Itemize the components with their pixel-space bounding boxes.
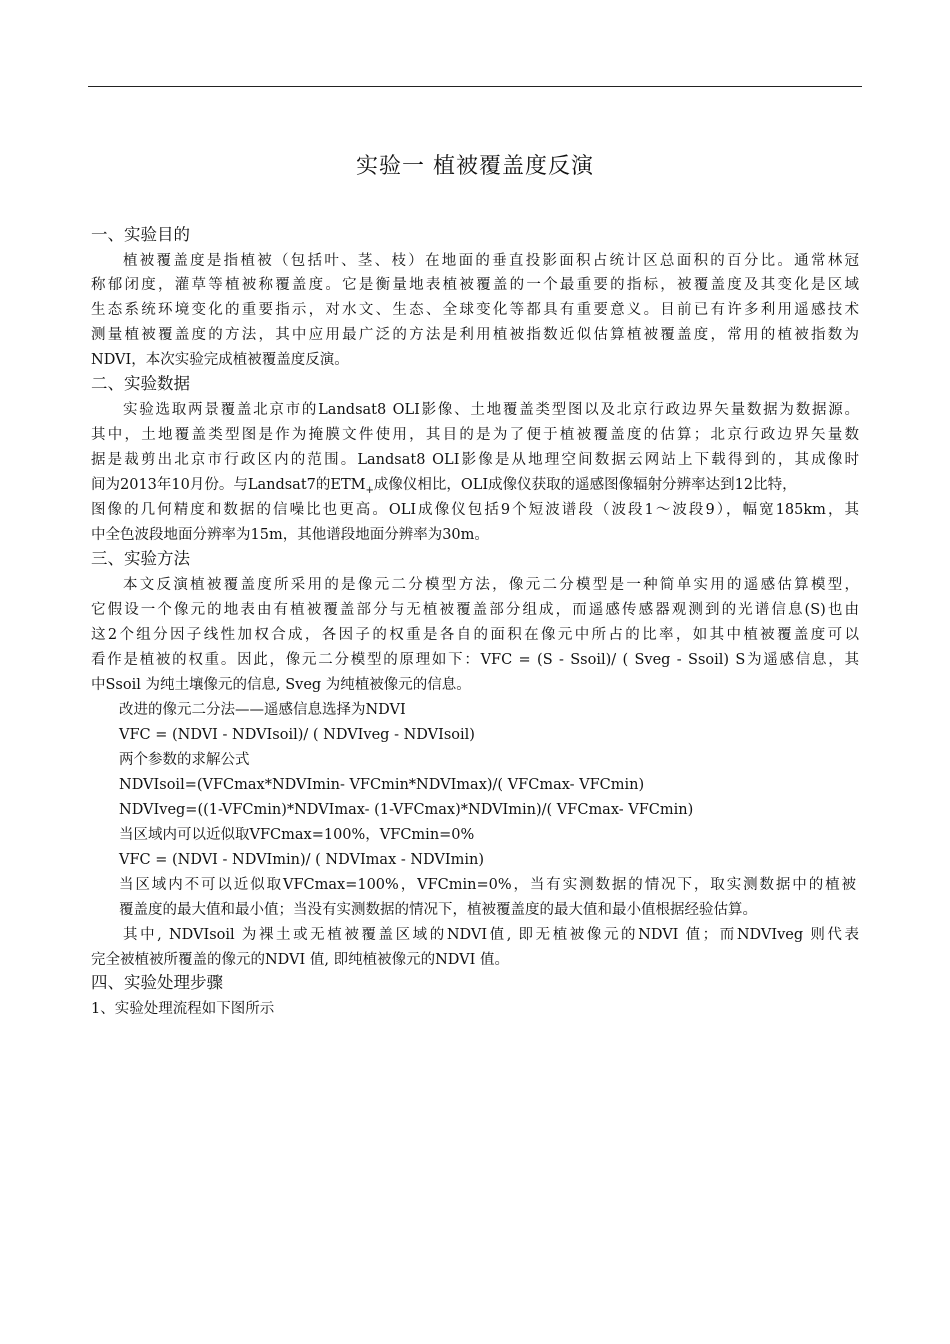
subscript-plus: +: [365, 484, 374, 496]
formula-line: 改进的像元二分法——遥感信息选择为NDVI: [119, 702, 406, 718]
paragraph-line: 看作是植被的权重。因此，像元二分模型的原理如下：VFC = (S - Ssoil)/ ( Sveg - Ssoil) S为遥感信息，其: [91, 652, 859, 668]
paragraph-line: 这2个组分因子线性加权合成，各因子的权重是各自的面积在像元中所占的比率，如其中植被覆盖度可以: [91, 627, 859, 643]
formula-line: 两个参数的求解公式: [119, 752, 250, 768]
paragraph-line: 称郁闭度，灌草等植被称覆盖度。它是衡量地表植被覆盖的一个最重要的指标，被覆盖度及其变化是区域: [91, 277, 859, 293]
paragraph-line: 其中, NDVIsoil 为裸土或无植被覆盖区域的NDVI值, 即无植被像元的NDVI 值；而NDVIveg 则代表: [123, 927, 859, 943]
text-segment: 间为2013年10月份。与Landsat7的$ETM_+$成像仪相比，OLI成像仪获取的遥感图像辐射分辨率达到12比特，: [91, 477, 797, 496]
section-heading-data: 二、实验数据: [91, 374, 190, 393]
paragraph-line: 中Ssoil 为纯土壤像元的信息, Sveg 为纯植被像元的信息。: [91, 677, 471, 693]
formula-line: VFC = (NDVI - NDVIsoil)/ ( NDVIveg - NDVIsoil): [119, 727, 475, 743]
paragraph-line: 据是裁剪出北京市行政区内的范围。Landsat8 OLI影像是从地理空间数据云网站上下载得到的，其成像时: [91, 452, 859, 468]
paragraph-line: 测量植被覆盖度的方法，其中应用最广泛的方法是利用植被指数近似估算植被覆盖度，常用的植被指数为: [91, 327, 859, 343]
document-title: 实验一 植被覆盖度反演: [356, 154, 594, 179]
formula-line: VFC = (NDVI - NDVImin)/ ( NDVImax - NDVImin): [119, 852, 485, 868]
section-heading-method: 三、实验方法: [91, 549, 190, 568]
paragraph-line: 它假设一个像元的地表由有植被覆盖部分与无植被覆盖部分组成，而遥感传感器观测到的光谱信息(S)也由: [91, 602, 859, 618]
header-rule: [88, 86, 862, 87]
formula-line: NDVIsoil=(VFCmax*NDVImin- VFCmin*NDVImax)/( VFCmax- VFCmin): [119, 777, 645, 793]
section-heading-steps: 四、实验处理步骤: [91, 973, 223, 992]
paragraph-line: 其中，土地覆盖类型图是作为掩膜文件使用，其目的是为了便于植被覆盖度的估算；北京行政边界矢量数: [91, 427, 859, 443]
paragraph-line: 完全被植被所覆盖的像元的NDVI 值, 即纯植被像元的NDVI 值。: [91, 952, 509, 968]
formula-line: 当区域内可以近似取VFCmax=100%，VFCmin=0%: [119, 827, 475, 843]
paragraph-line: 植被覆盖度是指植被（包括叶、茎、枝）在地面的垂直投影面积占统计区总面积的百分比。通常林冠: [123, 253, 859, 269]
paragraph-line: 图像的几何精度和数据的信噪比也更高。OLI成像仪包括9个短波谱段（波段1～波段9），幅宽185km，其: [91, 502, 859, 518]
paragraph-line: 当区域内不可以近似取VFCmax=100%，VFCmin=0%，当有实测数据的情况下，取实测数据中的植被: [119, 877, 856, 893]
paragraph-line: 覆盖度的最大值和最小值；当没有实测数据的情况下，植被覆盖度的最大值和最小值根据经验估算。: [119, 902, 757, 918]
section-heading-purpose: 一、实验目的: [91, 225, 190, 244]
paragraph-line: 本文反演植被覆盖度所采用的是像元二分模型方法，像元二分模型是一种简单实用的遥感估算模型，: [123, 577, 859, 593]
paragraph-line: 生态系统环境变化的重要指示，对水文、生态、全球变化等都具有重要意义。目前已有许多利用遥感技术: [91, 302, 859, 318]
paragraph-line: NDVI，本次实验完成植被覆盖度反演。: [91, 352, 349, 368]
paragraph-line: 1、实验处理流程如下图所示: [91, 1001, 275, 1017]
paragraph-line: 实验选取两景覆盖北京市的Landsat8 OLI影像、土地覆盖类型图以及北京行政边界矢量数据为数据源。: [123, 402, 859, 418]
paragraph-line: 中全色波段地面分辨率为15m，其他谱段地面分辨率为30m。: [91, 527, 489, 543]
formula-line: NDVIveg=((1-VFCmin)*NDVImax- (1-VFCmax)*NDVImin)/( VFCmax- VFCmin): [119, 802, 694, 818]
